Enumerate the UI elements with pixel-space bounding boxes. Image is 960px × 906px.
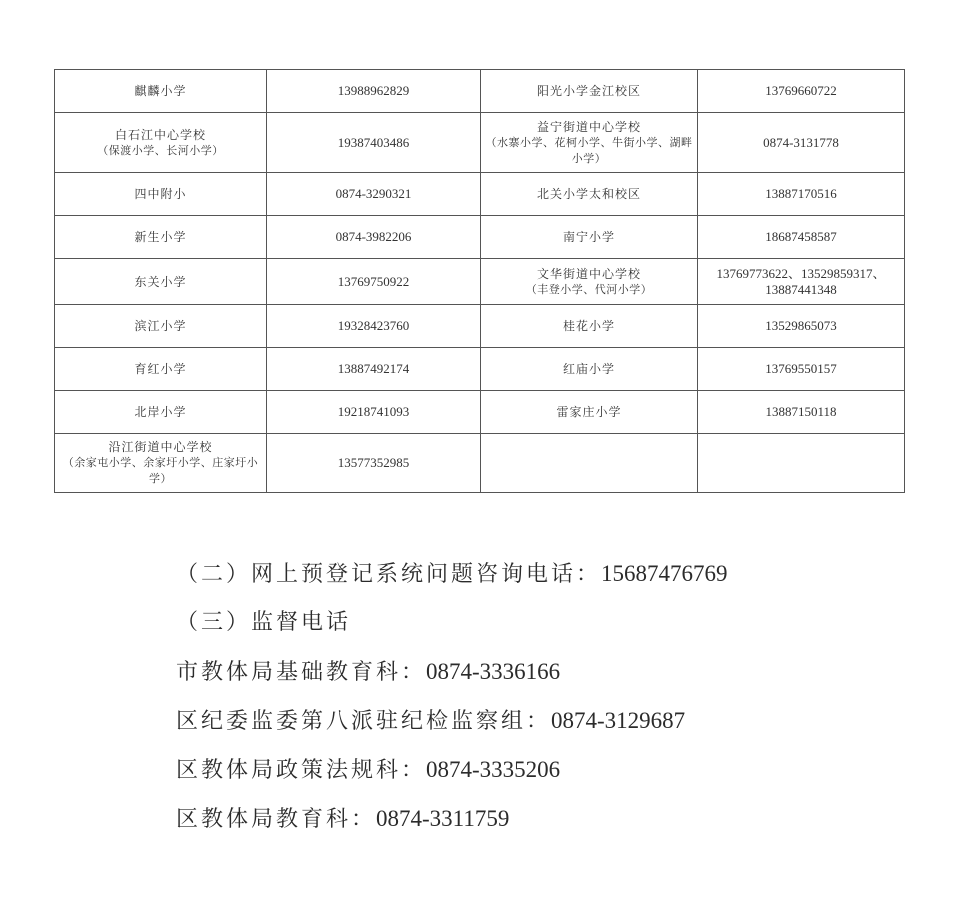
school-phone: 13769750922: [267, 259, 481, 305]
empty-cell: [698, 434, 905, 493]
table-row: [55, 113, 905, 173]
school-name: 四中附小: [55, 173, 267, 216]
table-row: [55, 216, 905, 259]
school-name: 滨江小学: [55, 305, 267, 348]
school-phone: 13887492174: [267, 348, 481, 391]
supervision-contact-phone: 0874-3129687: [551, 708, 686, 733]
school-phone: 13769550157: [698, 348, 905, 391]
supervision-contact-label: 区纪委监委第八派驻纪检监察组：: [176, 709, 552, 734]
school-phone: 19328423760: [267, 305, 481, 348]
supervision-contact-phone: 0874-3336166: [426, 659, 561, 684]
school-phone: 0874-3290321: [267, 173, 481, 216]
table-row: [55, 259, 905, 305]
table-row: [55, 434, 905, 493]
school-name: 阳光小学金江校区: [481, 70, 698, 113]
school-name: 南宁小学: [481, 216, 698, 259]
supervision-heading: （三）监督电话: [176, 610, 352, 635]
school-phone: 19387403486: [267, 113, 481, 173]
school-name: 白石江中心学校 （保渡小学、长河小学）: [55, 113, 267, 173]
supervision-contact: [176, 750, 876, 799]
contact-notes: [176, 554, 876, 848]
school-name: 雷家庄小学: [481, 391, 698, 434]
table-row: [55, 348, 905, 391]
online-registration-label: （二）网上预登记系统问题咨询电话：: [176, 562, 602, 587]
supervision-contact: [176, 652, 876, 701]
online-registration-phone: 15687476769: [601, 561, 728, 586]
school-name: 育红小学: [55, 348, 267, 391]
school-phone: 0874-3131778: [698, 113, 905, 173]
table-row: [55, 173, 905, 216]
school-phone: 0874-3982206: [267, 216, 481, 259]
table-row: [55, 70, 905, 113]
school-name: 红庙小学: [481, 348, 698, 391]
empty-cell: [481, 434, 698, 493]
school-phone: 13529865073: [698, 305, 905, 348]
school-phone: 18687458587: [698, 216, 905, 259]
school-phone: 13887170516: [698, 173, 905, 216]
online-registration-hotline: [176, 554, 876, 603]
school-name: 麒麟小学: [55, 70, 267, 113]
school-name: 文华街道中心学校 （丰登小学、代河小学）: [481, 259, 698, 305]
school-name: 沿江街道中心学校 （余家屯小学、余家圩小学、庄家圩小学）: [55, 434, 267, 493]
school-name: 桂花小学: [481, 305, 698, 348]
supervision-contact-phone: 0874-3311759: [376, 806, 510, 831]
school-phone: 13887150118: [698, 391, 905, 434]
supervision-contact-label: 市教体局基础教育科：: [176, 660, 427, 685]
school-name: 北关小学太和校区: [481, 173, 698, 216]
school-name: 新生小学: [55, 216, 267, 259]
school-phone: 19218741093: [267, 391, 481, 434]
school-name: 北岸小学: [55, 391, 267, 434]
school-phone: 13988962829: [267, 70, 481, 113]
supervision-contact-label: 区教体局政策法规科：: [176, 758, 427, 783]
supervision-contact-phone: 0874-3335206: [426, 757, 561, 782]
school-phone: 13769773622、13529859317、13887441348: [698, 259, 905, 305]
school-name: 益宁街道中心学校 （水寨小学、花柯小学、牛街小学、湖畔小学）: [481, 113, 698, 173]
school-phone: 13769660722: [698, 70, 905, 113]
school-phone: 13577352985: [267, 434, 481, 493]
table-row: [55, 305, 905, 348]
supervision-contact: [176, 799, 876, 848]
supervision-contact: [176, 701, 876, 750]
school-name: 东关小学: [55, 259, 267, 305]
table-row: [55, 391, 905, 434]
school-contact-table: [54, 69, 905, 493]
supervision-contact-label: 区教体局教育科：: [176, 807, 377, 832]
